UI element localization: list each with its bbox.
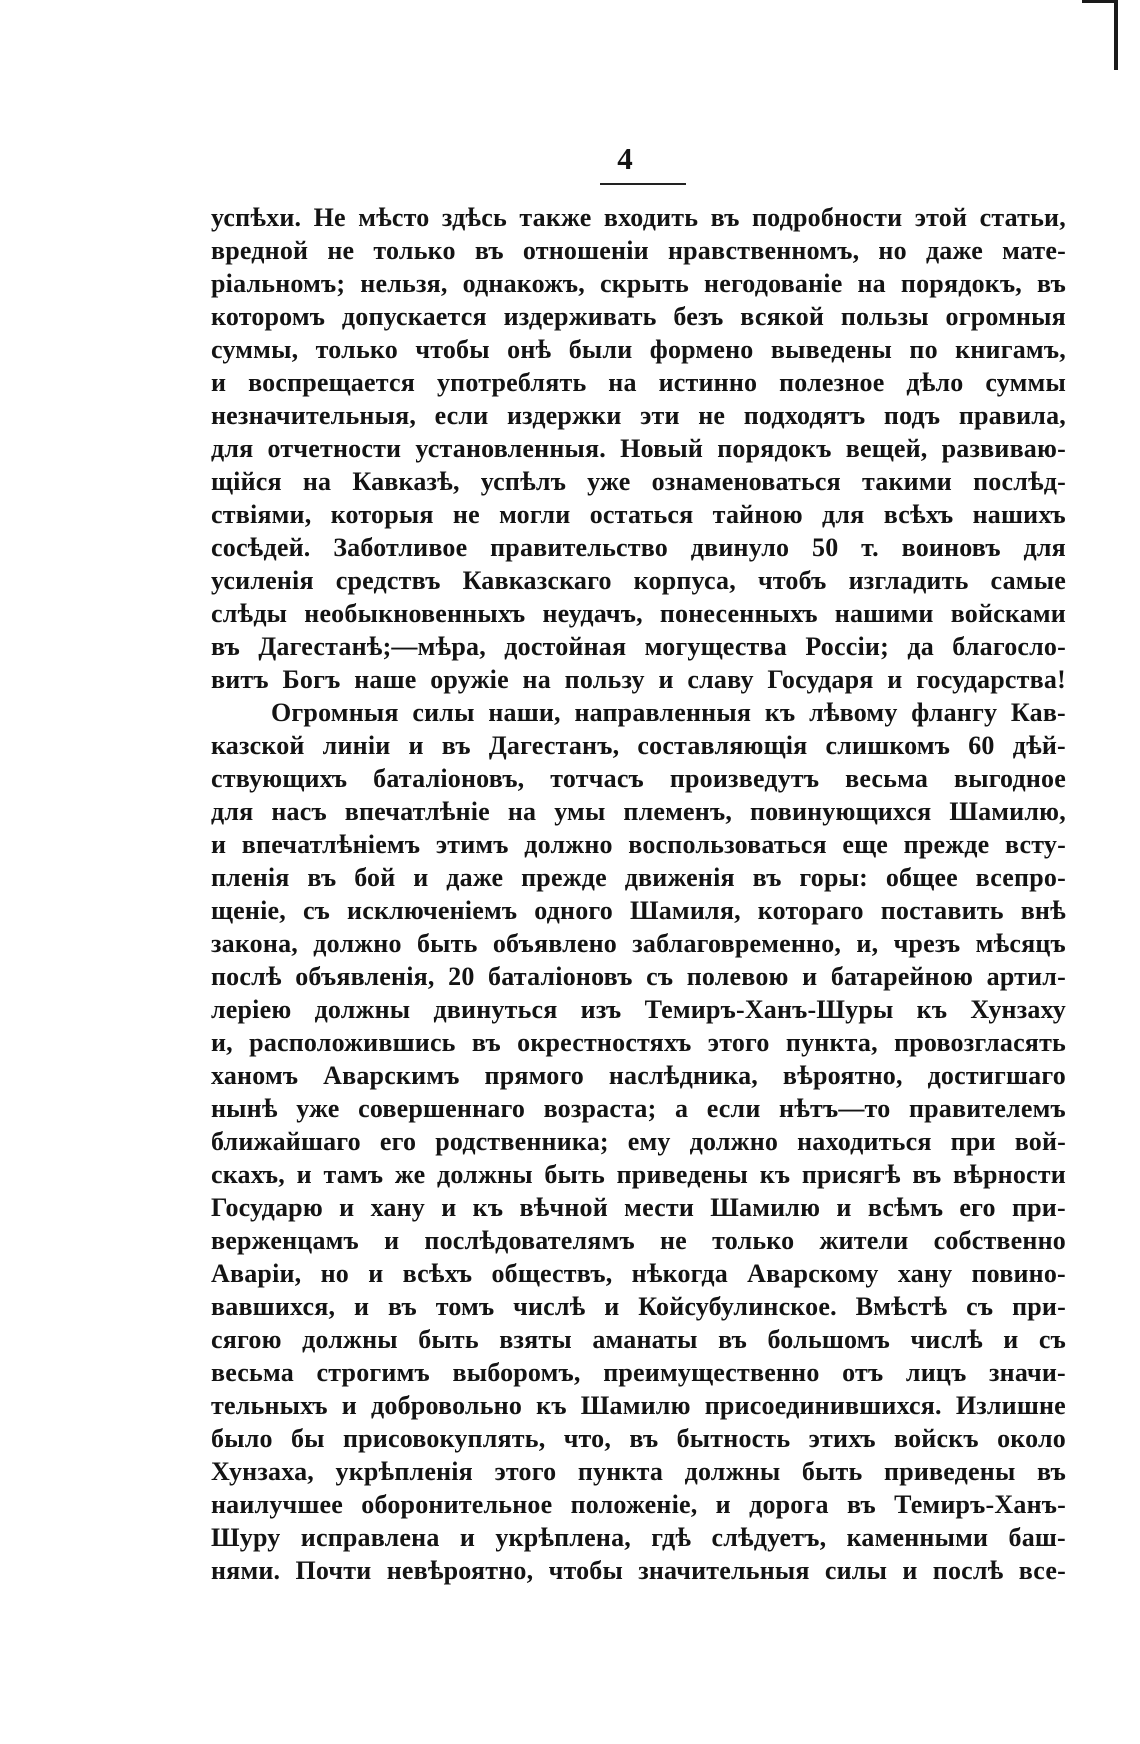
text-line: для насъ впечатлѣніе на умы племенъ, повинующихся Шамилю, [211, 797, 1066, 826]
text-line: щеніе, съ исключеніемъ одного Шамиля, котораго поставить внѣ [211, 896, 1066, 925]
text-line: которомъ допускается издерживать безъ всякой пользы огромныя [211, 302, 1066, 331]
text-line: вредной не только въ отношеніи нравственномъ, но даже мате- [211, 236, 1066, 265]
scan-edge-mark [1114, 0, 1118, 70]
text-line: сосѣдей. Заботливое правительство двинуло 50 т. воиновъ для [211, 533, 1066, 562]
text-line: скахъ, и тамъ же должны быть приведены къ присягѣ въ вѣрности [211, 1160, 1066, 1189]
text-line: пленія въ бой и даже прежде движенія въ горы: общее всепро- [211, 863, 1066, 892]
text-line: казской линіи и въ Дагестанъ, составляющія слишкомъ 60 дѣй- [211, 731, 1066, 760]
text-line: закона, должно быть объявлено заблаговременно, и, чрезъ мѣсяцъ [211, 929, 1066, 958]
text-line: слѣды необыкновенныхъ неудачъ, понесенныхъ нашими войсками [211, 599, 1066, 628]
text-line: для отчетности установленныя. Новый порядокъ вещей, развиваю- [211, 434, 1066, 463]
text-line: ствіями, которыя не могли остаться тайною для всѣхъ нашихъ [211, 500, 1066, 529]
text-line: Огромныя силы наши, направленныя къ лѣвому флангу Кав- [271, 698, 1066, 727]
text-line: тельныхъ и добровольно къ Шамилю присоединившихся. Излишне [211, 1391, 1066, 1420]
text-line: ближайшаго его родственника; ему должно находиться при вой- [211, 1127, 1066, 1156]
page-number: 4 [617, 141, 633, 176]
text-line: верженцамъ и послѣдователямъ не только жители собственно [211, 1226, 1066, 1255]
text-line: было бы присовокуплять, что, въ бытность этихъ войскъ около [211, 1424, 1066, 1453]
text-line: Хунзаха, укрѣпленія этого пункта должны быть приведены въ [211, 1457, 1066, 1486]
text-line: весьма строгимъ выборомъ, преимущественно отъ лицъ значи- [211, 1358, 1066, 1387]
text-line: Государю и хану и къ вѣчной мести Шамилю и всѣмъ его при- [211, 1193, 1066, 1222]
text-line: незначительныя, если издержки эти не подходятъ подъ правила, [211, 401, 1066, 430]
text-line: въ Дагестанѣ;—мѣра, достойная могущества Россіи; да благосло- [211, 632, 1066, 661]
text-line: Аваріи, но и всѣхъ обществъ, нѣкогда Аварскому хану повино- [211, 1259, 1066, 1288]
text-line: вавшихся, и въ томъ числѣ и Койсубулинское. Вмѣстѣ съ при- [211, 1292, 1066, 1321]
text-line: витъ Богъ наше оружіе на пользу и славу Государя и государства! [211, 665, 1066, 694]
scan-edge-cap [1082, 0, 1118, 3]
text-line: усиленія средствъ Кавказскаго корпуса, чтобъ изгладить самые [211, 566, 1066, 595]
text-line: Шуру исправлена и укрѣплена, гдѣ слѣдуетъ, каменными баш- [211, 1523, 1066, 1552]
body-text [211, 201, 1066, 1587]
text-line: ствующихъ баталіоновъ, тотчасъ произведутъ весьма выгодное [211, 764, 1066, 793]
text-line: наилучшее оборонительное положеніе, и дорога въ Темиръ-Ханъ- [211, 1490, 1066, 1519]
text-line: послѣ объявленія, 20 баталіоновъ съ полевою и батарейною артил- [211, 962, 1066, 991]
text-line: и впечатлѣніемъ этимъ должно воспользоваться еще прежде всту- [211, 830, 1066, 859]
text-line: успѣхи. Не мѣсто здѣсь также входить въ подробности этой статьи, [211, 203, 1066, 232]
text-line: и воспрещается употреблять на истинно полезное дѣло суммы [211, 368, 1066, 397]
text-line: сягою должны быть взяты аманаты въ большомъ числѣ и съ [211, 1325, 1066, 1354]
text-line: щійся на Кавказѣ, успѣлъ уже ознаменоваться такими послѣд- [211, 467, 1066, 496]
text-line: нями. Почти невѣроятно, чтобы значительныя силы и послѣ все- [211, 1556, 1066, 1585]
text-line: леріею должны двинуться изъ Темиръ-Ханъ-Шуры къ Хунзаху [211, 995, 1066, 1024]
page-number-rule [600, 183, 686, 185]
text-line: ханомъ Аварскимъ прямого наслѣдника, вѣроятно, достигшаго [211, 1061, 1066, 1090]
text-line: суммы, только чтобы онѣ были формено выведены по книгамъ, [211, 335, 1066, 364]
text-line: и, расположившись въ окрестностяхъ этого пункта, провозгласять [211, 1028, 1066, 1057]
text-line: ріальномъ; нельзя, однакожъ, скрыть негодованіе на порядокъ, въ [211, 269, 1066, 298]
text-line: нынѣ уже совершеннаго возраста; а если нѣтъ—то правителемъ [211, 1094, 1066, 1123]
